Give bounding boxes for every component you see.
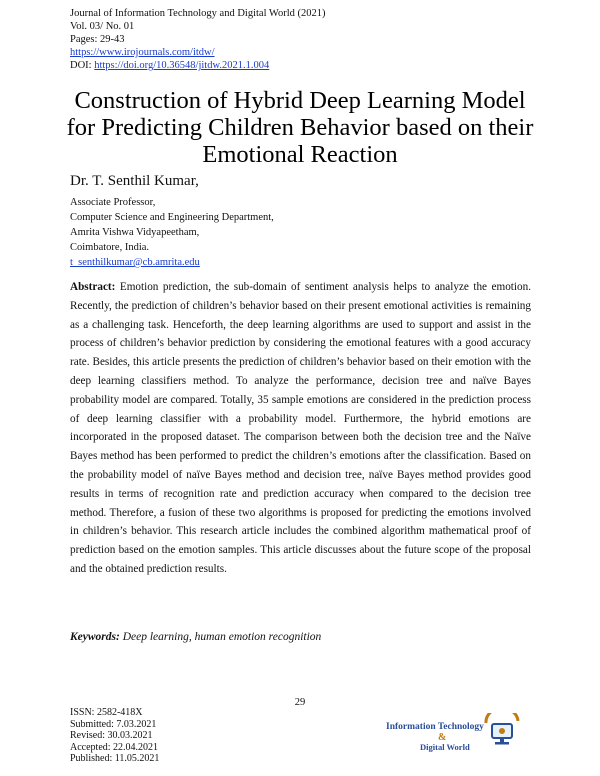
author-email-link[interactable]: t_senthilkumar@cb.amrita.edu xyxy=(70,257,200,268)
title-line: Construction of Hybrid Deep Learning Model xyxy=(74,87,526,114)
revised-date: Revised: 30.03.2021 xyxy=(70,730,153,742)
doi-link[interactable]: https://doi.org/10.36548/jitdw.2021.1.004 xyxy=(94,60,270,71)
issn: ISSN: 2582-418X xyxy=(70,707,143,718)
journal-logo xyxy=(386,713,526,759)
abstract-text: Emotion prediction, the sub-domain of sentiment analysis helps to analyze the emotion. Recently, the prediction of children’s behavior based on their present emotional activities is remaining as a challenging task. Henceforth, the deep learning algorithms are used to support and assist in the process of children’s behavior prediction by considering the emotional features with a good accuracy rate. Besides, this article presents the prediction of children’s behavior based on their emotion with the deep learning classifiers method. To analyze the performance, decision tree and naïve Bayes probability model are compared. Totally, 35 sample emotions are considered in the prediction process of deep learning classifier with a probability model. Furthermore, the hybrid emotions are incorporated in the proposed dataset. The comparison between both the decision tree and the Naïve Bayes method has been performed to predict the children’s emotions after the classification. Based on the probability model of naïve Bayes method and decision tree, naïve Bayes method provides good results in terms of recognition rate and prediction accuracy when compared to the decision tree method. Therefore, a fusion of these two algorithms is proposed for predicting the emotions involved in children’s behavior. This research article includes the combined algorithm mathematical proof of prediction based on the emotion samples. This article discusses about the future scope of the proposal and the obtained prediction results. xyxy=(70,281,531,575)
keywords-label: Keywords: xyxy=(70,631,120,643)
journal-header xyxy=(70,7,326,72)
submitted-date: Submitted: 7.03.2021 xyxy=(70,718,157,730)
doi-label: DOI: xyxy=(70,60,95,71)
abstract xyxy=(70,278,531,579)
journal-name: Journal of Information Technology and Digital World (2021) xyxy=(70,8,326,19)
volume-info: Vol. 03/ No. 01 xyxy=(70,21,135,32)
author-affiliation xyxy=(70,195,274,270)
title-line: for Predicting Children Behavior based on their xyxy=(66,114,534,141)
title-line: Emotional Reaction xyxy=(202,141,398,168)
logo-line-1: Information Technology xyxy=(386,722,484,732)
accepted-date: Accepted: 22.04.2021 xyxy=(70,741,159,753)
keywords xyxy=(70,631,321,643)
author-department: Computer Science and Engineering Department, xyxy=(70,212,274,223)
keywords-text: Deep learning, human emotion recognition xyxy=(122,631,322,643)
author-location: Coimbatore, India. xyxy=(70,242,150,253)
logo-ampersand: & xyxy=(438,732,447,743)
monitor-icon xyxy=(480,713,524,747)
journal-url-link[interactable]: https://www.irojournals.com/itdw/ xyxy=(70,47,215,58)
author-university: Amrita Vishwa Vidyapeetham, xyxy=(70,227,200,238)
pages-info: Pages: 29-43 xyxy=(70,34,125,45)
publication-info xyxy=(70,707,159,765)
published-date: Published: 11.05.2021 xyxy=(70,753,160,765)
author-name: Dr. T. Senthil Kumar, xyxy=(70,173,199,189)
logo-line-2: Digital World xyxy=(420,742,470,752)
abstract-label: Abstract: xyxy=(70,281,116,293)
page-number: 29 xyxy=(294,697,306,708)
paper-title xyxy=(40,87,560,168)
author-position: Associate Professor, xyxy=(70,197,156,208)
